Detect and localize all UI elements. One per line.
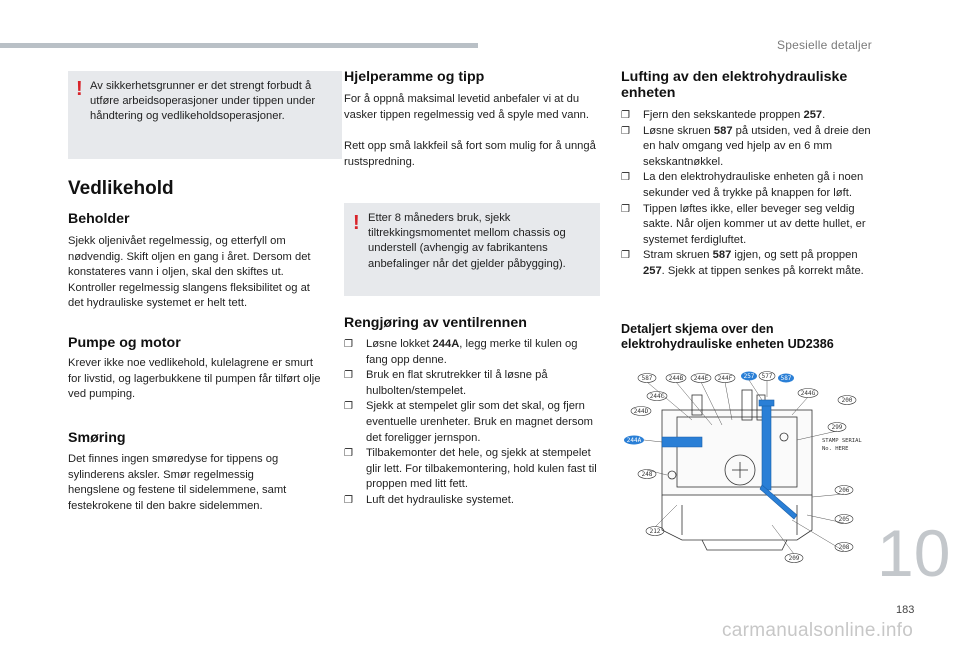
pumpe-text: Krever ikke noe vedlikehold, kulelagrene er smurt for livstid, og lagerbukkene til pumpen får tilført olje ved pumping. [68, 357, 321, 401]
list-item: ❐ Tippen løftes ikke, eller beveger seg veldig sakte. Når oljen kommer ut av dette hullet, er systemet ferdigluftet. [621, 202, 866, 246]
label-587-b [778, 374, 794, 383]
list-item: ❐ Bruk en flat skrutrekker til å løsne på hulbolten/stempelet. [344, 369, 548, 397]
svg-text:587: 587 [641, 375, 653, 382]
label-200 [838, 396, 856, 405]
hjelperamme-text-1: For å oppnå maksimal levetid anbefaler vi at du vasker tippen regelmessig ved å spyle med vann. [344, 93, 590, 121]
label-248 [638, 470, 656, 479]
svg-text:244F: 244F [717, 375, 733, 382]
lufting-heading: Lufting av den elektrohydrauliske enheten [621, 69, 848, 101]
list-item: ❐ Løsne skruen 587 på utsiden, ved å dreie den en halv omgang ved hjelp av en 6 mm sekskantnøkkel. [621, 124, 871, 168]
hjelperamme-text-2: Rett opp små lakkfeil så fort som mulig for å unngå rustspredning. [344, 140, 596, 168]
page-number: 183 [896, 604, 915, 616]
svg-text:209: 209 [788, 555, 800, 562]
label-244d [631, 407, 651, 416]
svg-text:257: 257 [743, 373, 755, 380]
torque-warning [344, 203, 600, 296]
rengjoring-list [344, 337, 598, 509]
list-item: ❐ Løsne lokket 244A, legg merke til kulen og fang opp denne. [344, 338, 578, 366]
list-item: ❐ Sjekk at stempelet glir som det skal, og fjern eventuelle urenheter. Bruk en magnet dersom det foreligger jernspon. [344, 400, 593, 444]
beholder-heading: Beholder [68, 211, 130, 227]
svg-text:248: 248 [641, 471, 653, 478]
stamp-label-2: No. HERE [822, 446, 849, 452]
svg-text:208: 208 [838, 544, 850, 551]
hjelperamme-heading: Hjelperamme og tipp [344, 69, 485, 85]
label-244b [666, 374, 686, 383]
svg-text:206: 206 [838, 487, 850, 494]
header-bar [0, 43, 478, 48]
warning-text: Av sikkerhetsgrunner er det strengt forbudt å utføre arbeidsoperasjoner under tippen under håndtering og vedlikeholdsoperasjoner. [90, 80, 316, 123]
skjema-heading: Detaljert skjema over den elektrohydrauliske enheten UD2386 [621, 322, 834, 351]
beholder-text: Sjekk oljenivået regelmessig, og etterfyll om nødvendig. Skift oljen en gang i året. Dersom det konstateres vann i oljen, skal den skiftes ut. Kontroller regelmessig slangens fleksibilitet og at det hydrauliske systemet er helt tett. [68, 235, 311, 310]
svg-text:244C: 244C [649, 393, 665, 400]
svg-text:299: 299 [831, 424, 843, 431]
label-244c [647, 392, 667, 401]
list-item: ❐ Tilbakemonter det hele, og sjekk at stempelet glir lett. For tilbakemontering, hold kulen fast til proppen med litt fett. [344, 447, 597, 491]
label-577 [759, 372, 775, 381]
smoring-heading: Smøring [68, 430, 126, 446]
screw-587 [762, 405, 771, 490]
rengjoring-heading: Rengjøring av ventilrennen [344, 315, 527, 331]
label-206 [835, 486, 853, 495]
label-212 [646, 527, 664, 536]
label-257 [741, 372, 757, 381]
label-205 [835, 515, 853, 524]
svg-text:577: 577 [761, 373, 773, 380]
label-299 [828, 423, 846, 432]
bullet-icon: ❐ [344, 401, 353, 413]
svg-text:587: 587 [780, 375, 792, 382]
label-587 [638, 374, 656, 383]
cap-244a [662, 437, 702, 447]
bullet-icon: ❐ [621, 172, 630, 184]
bullet-icon: ❐ [621, 110, 630, 121]
lufting-list [621, 108, 879, 280]
label-244g [798, 389, 818, 398]
bullet-icon: ❐ [344, 494, 353, 506]
safety-warning [68, 71, 342, 159]
label-244f [715, 374, 735, 383]
main-title: Vedlikehold [68, 178, 174, 199]
svg-text:244B: 244B [668, 375, 684, 382]
stamp-label: STAMP SERIAL [822, 438, 862, 444]
svg-text:200: 200 [841, 397, 853, 404]
warning-icon: ! [76, 78, 83, 100]
warning-text: Etter 8 måneders bruk, sjekk tiltrekkingsmomentet mellom chassis og understell (avhengig av fabrikantens anbefalinger når det gjelder påbygging). [368, 212, 566, 270]
bullet-icon: ❐ [621, 203, 630, 215]
bullet-icon: ❐ [344, 339, 353, 350]
bullet-icon: ❐ [344, 448, 353, 460]
section-title: Spesielle detaljer [777, 38, 872, 52]
list-item: ❐ Stram skruen 587 igjen, og sett på proppen 257. Sjekk at tippen senkes på korrekt måte. [621, 249, 864, 277]
watermark: carmanualsonline.info [722, 620, 914, 641]
svg-text:244A: 244A [626, 437, 642, 444]
pumpe-heading: Pumpe og motor [68, 335, 181, 351]
list-item: ❐ Fjern den sekskantede proppen 257. [621, 108, 879, 124]
bullet-icon: ❐ [621, 250, 630, 262]
warning-icon: ! [353, 212, 360, 234]
svg-text:244E: 244E [693, 375, 709, 382]
svg-text:244D: 244D [633, 408, 649, 415]
smoring-text: Det finnes ingen smøredyse for tippens og sylinderens aksler. Smør regelmessig hengslene og festene til sidelemmene, samt festekrokene til den bakre sidelemmen. [68, 453, 287, 512]
plug-257 [759, 400, 774, 406]
bullet-icon: ❐ [344, 370, 353, 382]
svg-text:212: 212 [649, 528, 661, 535]
chapter-number: 10 [877, 516, 951, 590]
label-209 [785, 554, 803, 563]
list-item: ❐ Luft det hydrauliske systemet. [344, 493, 598, 509]
hydraulic-unit-diagram [622, 365, 872, 565]
label-244a [624, 436, 644, 445]
bullet-icon: ❐ [621, 125, 630, 137]
svg-text:205: 205 [838, 516, 850, 523]
label-244e [691, 374, 711, 383]
list-item: ❐ La den elektrohydrauliske enheten gå i noen sekunder ved å trykke på knappen for løft. [621, 171, 864, 199]
svg-text:244G: 244G [800, 390, 816, 397]
